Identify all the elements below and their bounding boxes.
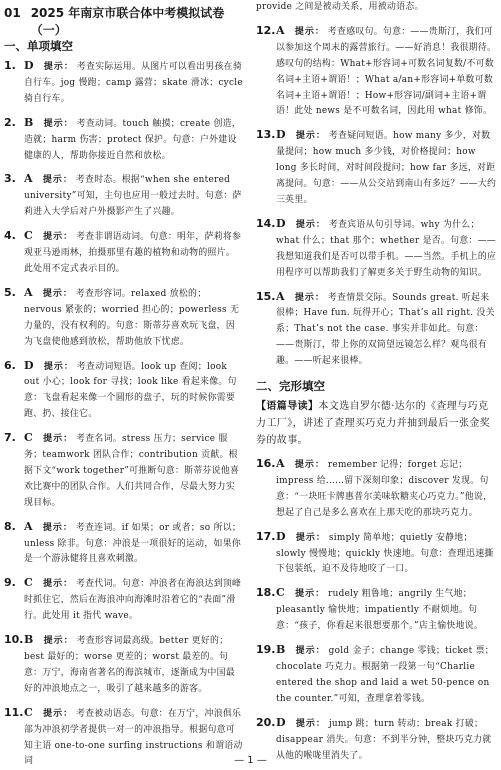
answer-item	[256, 127, 497, 209]
hint-label: 提示：	[42, 175, 73, 186]
item-number: 12.	[256, 23, 276, 37]
item-answer: D	[24, 59, 34, 72]
item-answer: B	[24, 633, 34, 647]
item-number: 6.	[4, 358, 16, 372]
item-answer: A	[24, 519, 33, 533]
hint-label: 提示：	[294, 292, 325, 303]
answer-item	[4, 575, 244, 625]
left-column	[4, 0, 244, 767]
item-explanation: 考查非谓语动词。句意：明年，萨莉将参观亚马逊雨林，拍摄那里有趣的植物和动物的照片。此处用不定式表示目的。	[24, 232, 242, 274]
item-body	[24, 285, 244, 351]
answer-item	[256, 585, 497, 635]
hint-label: 提示：	[43, 361, 74, 372]
continued-text: provide 之间是被动关系，用被动语态。	[256, 2, 424, 12]
item-explanation: 考查感叹句。句意：——贵斯汀，我们可以参加这个周末的露营旅行。——好消息！我很期待。感叹句的结构：What+形容词+可数名词复数/不可数名词+主语+谓语！；What a/an+形容词+单数可数名词+主语+谓语！；How+形容词/副词+主语+谓语！此处 news 是不可数名词，因此用 what 修饰。	[276, 26, 497, 117]
answer-item	[4, 171, 244, 221]
item-explanation: 考查名词。stress 压力；service 服务；teamwork 团队合作；contribution 贡献。根据下文“work together”可推断句意：斯蒂芬说他喜欢比赛中的团队合作。人们共同合作，尽最大努力实现目标。	[24, 434, 240, 508]
item-answer: C	[24, 705, 34, 719]
page-number: — 1 —	[234, 755, 267, 766]
item-number: 3.	[4, 172, 16, 186]
item-answer: A	[276, 289, 285, 303]
item-explanation: 考查形容词最高级。better 更好的；best 最好的；worse 更差的；worst 最差的。句意：万宁，海南省著名的海滨城市，逐渐成为中国最好的冲浪地点之一，吸引了越来越多的游客。	[24, 636, 236, 694]
answer-item	[4, 430, 244, 512]
hint-label: 提示：	[295, 131, 326, 142]
item-explanation: 考查被动语态。句意：在万宁，冲浪俱乐部为冲浪初学者提供一对一的冲浪指导。根据句意可知主语 one-to-one surfing instructions 和谓语动词	[24, 708, 243, 767]
answer-item	[4, 285, 244, 351]
hint-label: 提示：	[42, 288, 73, 299]
item-body	[276, 529, 497, 579]
item-answer: A	[276, 23, 285, 37]
hint-label: 提示：	[43, 118, 74, 129]
item-number: 17.	[256, 529, 276, 543]
item-explanation: remember 记得；forget 忘记；impress 给……留下深刻印象；discover 发现。句意：“一块旺卡牌惠普尔美味软糖夹心巧克力。”他说，想起了自己是多么喜欢在上那天吃的那块巧克力。	[276, 460, 493, 518]
right-item-list	[256, 23, 497, 370]
item-body	[276, 289, 497, 371]
hint-label: 提示：	[294, 460, 325, 471]
item-answer: A	[24, 285, 33, 299]
item-body	[24, 519, 244, 569]
item-answer: C	[24, 229, 34, 243]
item-number: 14.	[256, 216, 276, 230]
item-number: 16.	[256, 457, 276, 471]
item-explanation: 考查代词。句意：冲浪者在海浪达到顶峰时抓住它，然后在海浪冲向海滩时沿着它的“表面”滑行。此处用 it 指代 wave。	[24, 579, 242, 622]
answer-item	[256, 23, 497, 120]
item-body	[276, 585, 497, 635]
item-number: 8.	[4, 519, 16, 533]
header-number: 01	[4, 6, 21, 20]
item-answer: D	[276, 128, 286, 142]
item-number: 4.	[4, 229, 16, 243]
hint-label: 提示：	[43, 708, 74, 719]
item-answer: B	[24, 115, 34, 129]
item-explanation: simply 简单地；quietly 安静地；slowly 慢慢地；quickly 快速地。句意：查理迅速撕下包装纸，迫不及待地咬了一口。	[276, 532, 494, 575]
item-body	[24, 115, 244, 165]
item-number: 9.	[4, 576, 16, 590]
answer-item	[256, 456, 497, 522]
item-explanation: 考查疑问短语。how many 多少，对数量提问；how much 多少钱，对价格提问；how long 多长时间，对时间段提问；how far 多远，对距离提问。句意：——从公交站到南山有多远？——大约三英里。	[276, 131, 497, 205]
hint-label: 提示：	[295, 646, 326, 657]
item-answer: A	[276, 457, 285, 471]
item-number: 15.	[256, 289, 276, 303]
item-explanation: 考查动词短语。look up 查阅；look out 小心；look for 寻找；look like 看起来像。句意：飞盘看起来像一个圆形的盘子，玩的时候你需要跑、扔、接住它。	[24, 361, 237, 420]
answer-item	[256, 529, 497, 579]
section-heading-cloze: 二、完形填空	[256, 379, 325, 394]
hint-label: 提示：	[43, 579, 74, 590]
item-body	[24, 575, 244, 625]
item-answer: C	[276, 586, 286, 600]
item-number: 13.	[256, 128, 276, 142]
item-body	[24, 228, 244, 278]
guide-label: 【语篇导读】	[256, 401, 319, 413]
item-body	[276, 23, 497, 120]
item-body	[276, 456, 497, 522]
item-body	[276, 642, 497, 708]
answer-item	[256, 216, 497, 282]
item-answer: D	[276, 216, 286, 230]
item-number: 5.	[4, 285, 16, 299]
item-number: 10.	[4, 633, 24, 647]
answer-item	[4, 519, 244, 569]
passage-guide	[256, 398, 497, 449]
item-answer: D	[24, 358, 34, 372]
hint-label: 提示：	[42, 522, 73, 533]
item-answer: C	[24, 576, 34, 590]
item-body	[24, 171, 244, 221]
item-explanation: 考查形容词。relaxed 放松的；nervous 紧张的；worried 担心的；powerless 无力量的，没有权利的。句意：斯蒂芬喜欢玩飞盘，因为飞盘使他感到放松，帮助他放下忧虑。	[24, 288, 240, 347]
item-number: 2.	[4, 115, 16, 129]
item-answer: D	[276, 715, 286, 729]
answer-item	[4, 632, 244, 698]
right-column	[256, 0, 497, 761]
hint-label: 提示：	[43, 232, 74, 243]
hint-label: 提示：	[43, 434, 74, 445]
item-answer: D	[276, 529, 286, 543]
answer-item	[256, 642, 497, 708]
item-number: 1.	[4, 59, 16, 72]
item-body	[24, 58, 244, 108]
section-heading-single-choice: 一、单项填空	[4, 39, 73, 53]
item-explanation: 考查动词。touch 触摸；create 创造，造就；harm 伤害；protect 保护。句意：户外建设健康的人，帮助你接近自然和放松。	[24, 118, 241, 161]
item-number: 20.	[256, 715, 276, 729]
item-explanation: gold 金子；change 零钱；ticket 票；chocolate 巧克力。根据第一段第一句“Charlie entered the shop and laid a wet 50-pence on the counter.”可知，查理拿着零钱。	[276, 646, 494, 704]
item-explanation: 考查宾语从句引导词。why 为什么；what 什么；that 那个；whether 是否。句意：——我想知道我们是否可以带手机。——当然。手机上的应用程序可以帮助我们了解更多关于野生动物的知识。	[276, 219, 497, 278]
page-header	[4, 0, 244, 37]
item-number: 18.	[256, 586, 276, 600]
item-explanation: 考查连词。if 如果；or 或者；so 所以；unless 除非。句意：冲浪是一项很好的运动，如果你是一个游泳健将且喜欢刺激。	[24, 522, 242, 565]
header-title: 2025 年南京市联合体中考模拟试卷（一）	[30, 6, 225, 37]
hint-label: 提示：	[43, 62, 74, 72]
item-number: 11.	[4, 705, 24, 719]
hint-label: 提示：	[295, 589, 326, 600]
item-explanation: jump 跳；turn 转动；break 打破；disappear 消失。句意：不到半分钟，整块巧克力就从他的喉咙里消失了。	[276, 718, 492, 761]
item-explanation: 考查实际运用。从图片可以看出男孩在骑自行车。jog 慢跑；camp 露营；skate 滑冰；cycle 骑自行车。	[24, 62, 243, 104]
item-body	[24, 430, 244, 512]
hint-label: 提示：	[295, 718, 326, 729]
answer-item	[4, 358, 244, 424]
answer-item	[4, 228, 244, 278]
item-body	[276, 127, 497, 209]
item-explanation: 考查情景交际。Sounds great. 听起来很棒；Have fun. 玩得开心；That’s all right. 没关系；That’s not the case. 事实并非如此。句意：——贵斯汀，带上你的双筒望远镜怎么样？观鸟很有趣。——听起来很棒。	[276, 292, 495, 367]
item-body	[24, 358, 244, 424]
item-explanation: 考查时态。根据“when she entered university”可知，主句也应用一般过去时。句意：萨莉进入大学后对户外摄影产生了兴趣。	[24, 175, 242, 218]
item-answer: B	[276, 643, 286, 657]
item-body	[276, 216, 497, 282]
hint-label: 提示：	[294, 26, 325, 37]
item-body	[24, 632, 244, 698]
answer-item	[256, 289, 497, 371]
item-number: 19.	[256, 643, 276, 657]
guide-text: 本文选自罗尔德·达尔的《查理与巧克力工厂》，讲述了查理买巧克力并抽到最后一张金奖券的故事。	[256, 401, 491, 447]
answer-item	[4, 58, 244, 108]
hint-label: 提示：	[295, 532, 326, 543]
answer-item	[4, 115, 244, 165]
hint-label: 提示：	[43, 636, 74, 647]
left-item-list	[4, 58, 244, 770]
hint-label: 提示：	[295, 219, 326, 230]
item-explanation: rudely 粗鲁地；angrily 生气地；pleasantly 愉快地；impatiently 不耐烦地。句意：“孩子，你看起来很想要那个。”店主愉快地说。	[276, 589, 484, 632]
item-answer: A	[24, 172, 33, 186]
item-number: 7.	[4, 431, 16, 445]
item-answer: C	[24, 431, 34, 445]
cloze-item-list	[256, 456, 497, 764]
